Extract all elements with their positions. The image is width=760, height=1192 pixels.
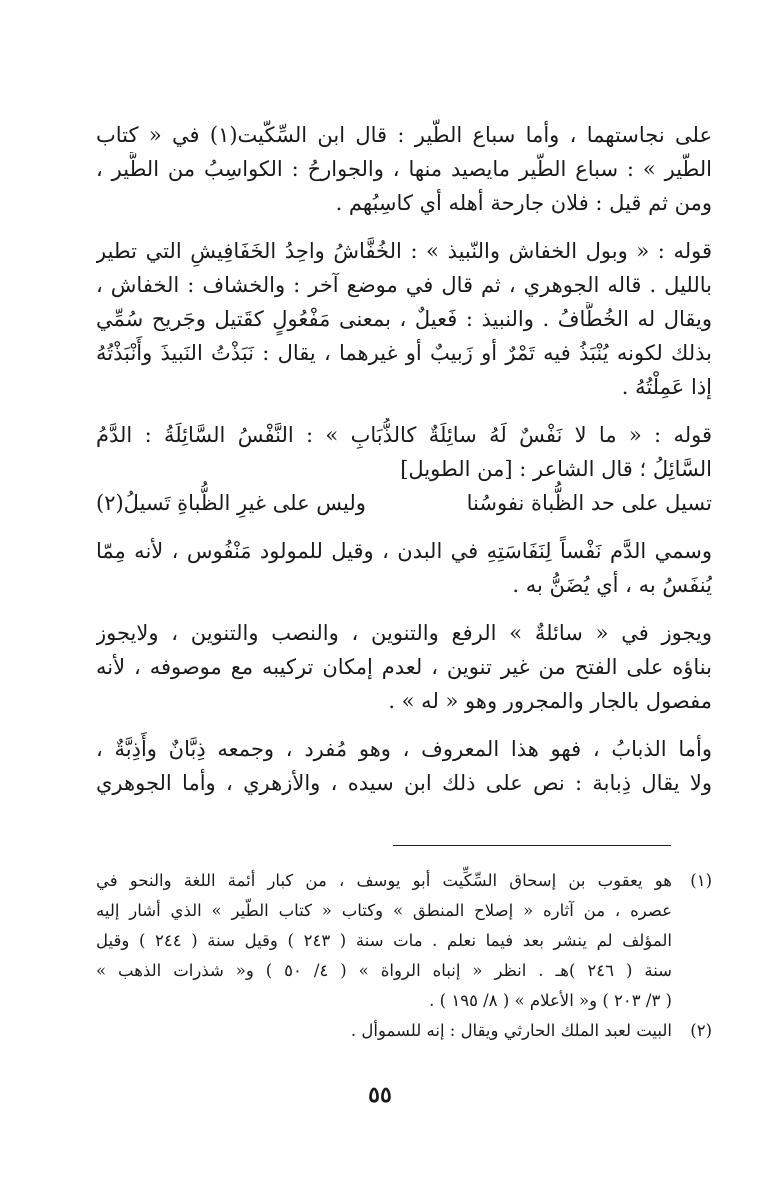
text-line: بناؤه على الفتح من غير تنوين ، لعدم إمكان تركيبه مع موصوفه ، لأنه [96, 655, 712, 679]
footnote-line: عصره ، من آثاره « إصلاح المنطق » وكتاب « كتاب الطّير » الذي أشار إليه [96, 901, 672, 920]
text-line: ومن ثم قيل : فلان جارحة أهله أي كاسِبُهم . [335, 191, 712, 215]
footnote-number: (١) [690, 871, 712, 890]
verse-second-hemistich: وليس على غيرِ الظُّباةِ تَسيلُ(٢) [96, 491, 366, 515]
text-line: ويجوز في « سائلةٌ » الرفع والتنوين ، والنصب والتنوين ، ولايجوز [96, 621, 712, 645]
footnote-line: المؤلف لم ينشر بعد فيما نعلم . مات سنة ( ٢٤٣ ) وقيل سنة ( ٢٤٤ ) وقيل [96, 931, 672, 950]
text-line: ولا يقال ذِبابة : نص على ذلك ابن سيده ، والأزهري ، وأما الجوهري [96, 771, 712, 795]
text-line: السَّائِلُ ؛ قال الشاعر : [من الطويل] [400, 457, 712, 481]
text-line: وأما الذبابُ ، فهو هذا المعروف ، وهو مُفرد ، وجمعه ذِبَّانٌ وأَذِبَّةٌ ، [96, 737, 712, 761]
poetry-verse [96, 486, 712, 520]
verse-first-hemistich: تسيل على حد الظُّباة نفوسُنا [466, 491, 712, 515]
text-line: قوله : « وبول الخفاش والنّبيذ » : الخُفَّاشُ واحِدُ الخَفَافِيشِ التي تطير [96, 239, 712, 263]
paragraph [96, 234, 712, 404]
footnote-text [96, 1016, 672, 1046]
page-number: ٥٥ [368, 1082, 392, 1108]
paragraph [96, 616, 712, 718]
main-text [96, 118, 712, 800]
footnotes [96, 866, 712, 1046]
paragraph [96, 534, 712, 602]
paragraph [96, 732, 712, 800]
text-line: بذلك لكونه يُنْبَذُ فيه تَمْرٌ أو زَبيبٌ أو غيرهما ، يقال : نَبَذْتُ النَبيذَ وأَنْبَذْتُهُ [96, 341, 712, 365]
footnote-number: (٢) [690, 1021, 712, 1040]
footnote [96, 866, 712, 1016]
text-line: مفصول بالجار والمجرور وهو « له » . [388, 689, 712, 713]
footnote-line: ( ٣/ ٢٠٣ ) و« الأعلام » ( ٨/ ١٩٥ ) . [429, 991, 672, 1010]
footnote-line: هو يعقوب بن إسحاق السِّكِّيت أبو يوسف ، من كبار أئمة اللغة والنحو في [96, 871, 672, 890]
text-line: إذا عَمِلْتُهُ . [621, 375, 712, 399]
footnote-separator [393, 845, 671, 846]
footnote-text [96, 866, 672, 1016]
text-line: ويقال له الخُطَّافُ . والنبيذ : فَعيلٌ ، بمعنى مَفْعُولٍ كقَتيل وجَريح سُمِّي [96, 307, 712, 331]
text-line: قوله : « ما لا نَفْسٌ لَهُ سائِلَةٌ كالذُّبَابِ » : النَّفْسُ السَّائِلَةُ : الدَّمُ [96, 423, 712, 447]
paragraph [96, 418, 712, 486]
footnote-line: البيت لعبد الملك الحارثي ويقال : إنه للسموأل . [350, 1021, 672, 1040]
text-line: بالليل . قاله الجوهري ، ثم قال في موضع آخر : والخشاف : الخفاش ، [96, 273, 712, 297]
text-line: الطّير » : سباع الطّير مايصيد منها ، والجوارحُ : الكواسِبُ من الطَّير ، [96, 157, 712, 181]
text-line: وسمي الدَّم نَفْساً لِنَفَاسَتِهِ في البدن ، وقيل للمولود مَنْفُوس ، لأنه مِمّا [96, 539, 712, 563]
text-line: يُنفَسُ به ، أي يُضَنُّ به . [512, 573, 712, 597]
paragraph [96, 118, 712, 220]
footnote [96, 1016, 712, 1046]
footnote-line: سنة ( ٢٤٦ )هـ . انظر « إنباه الرواة » ( ٤/ ٥٠ ) و« شذرات الذهب » [96, 961, 672, 980]
text-line: على نجاستهما ، وأما سباع الطّير : قال ابن السِّكّيت(١) في « كتاب [96, 123, 712, 147]
